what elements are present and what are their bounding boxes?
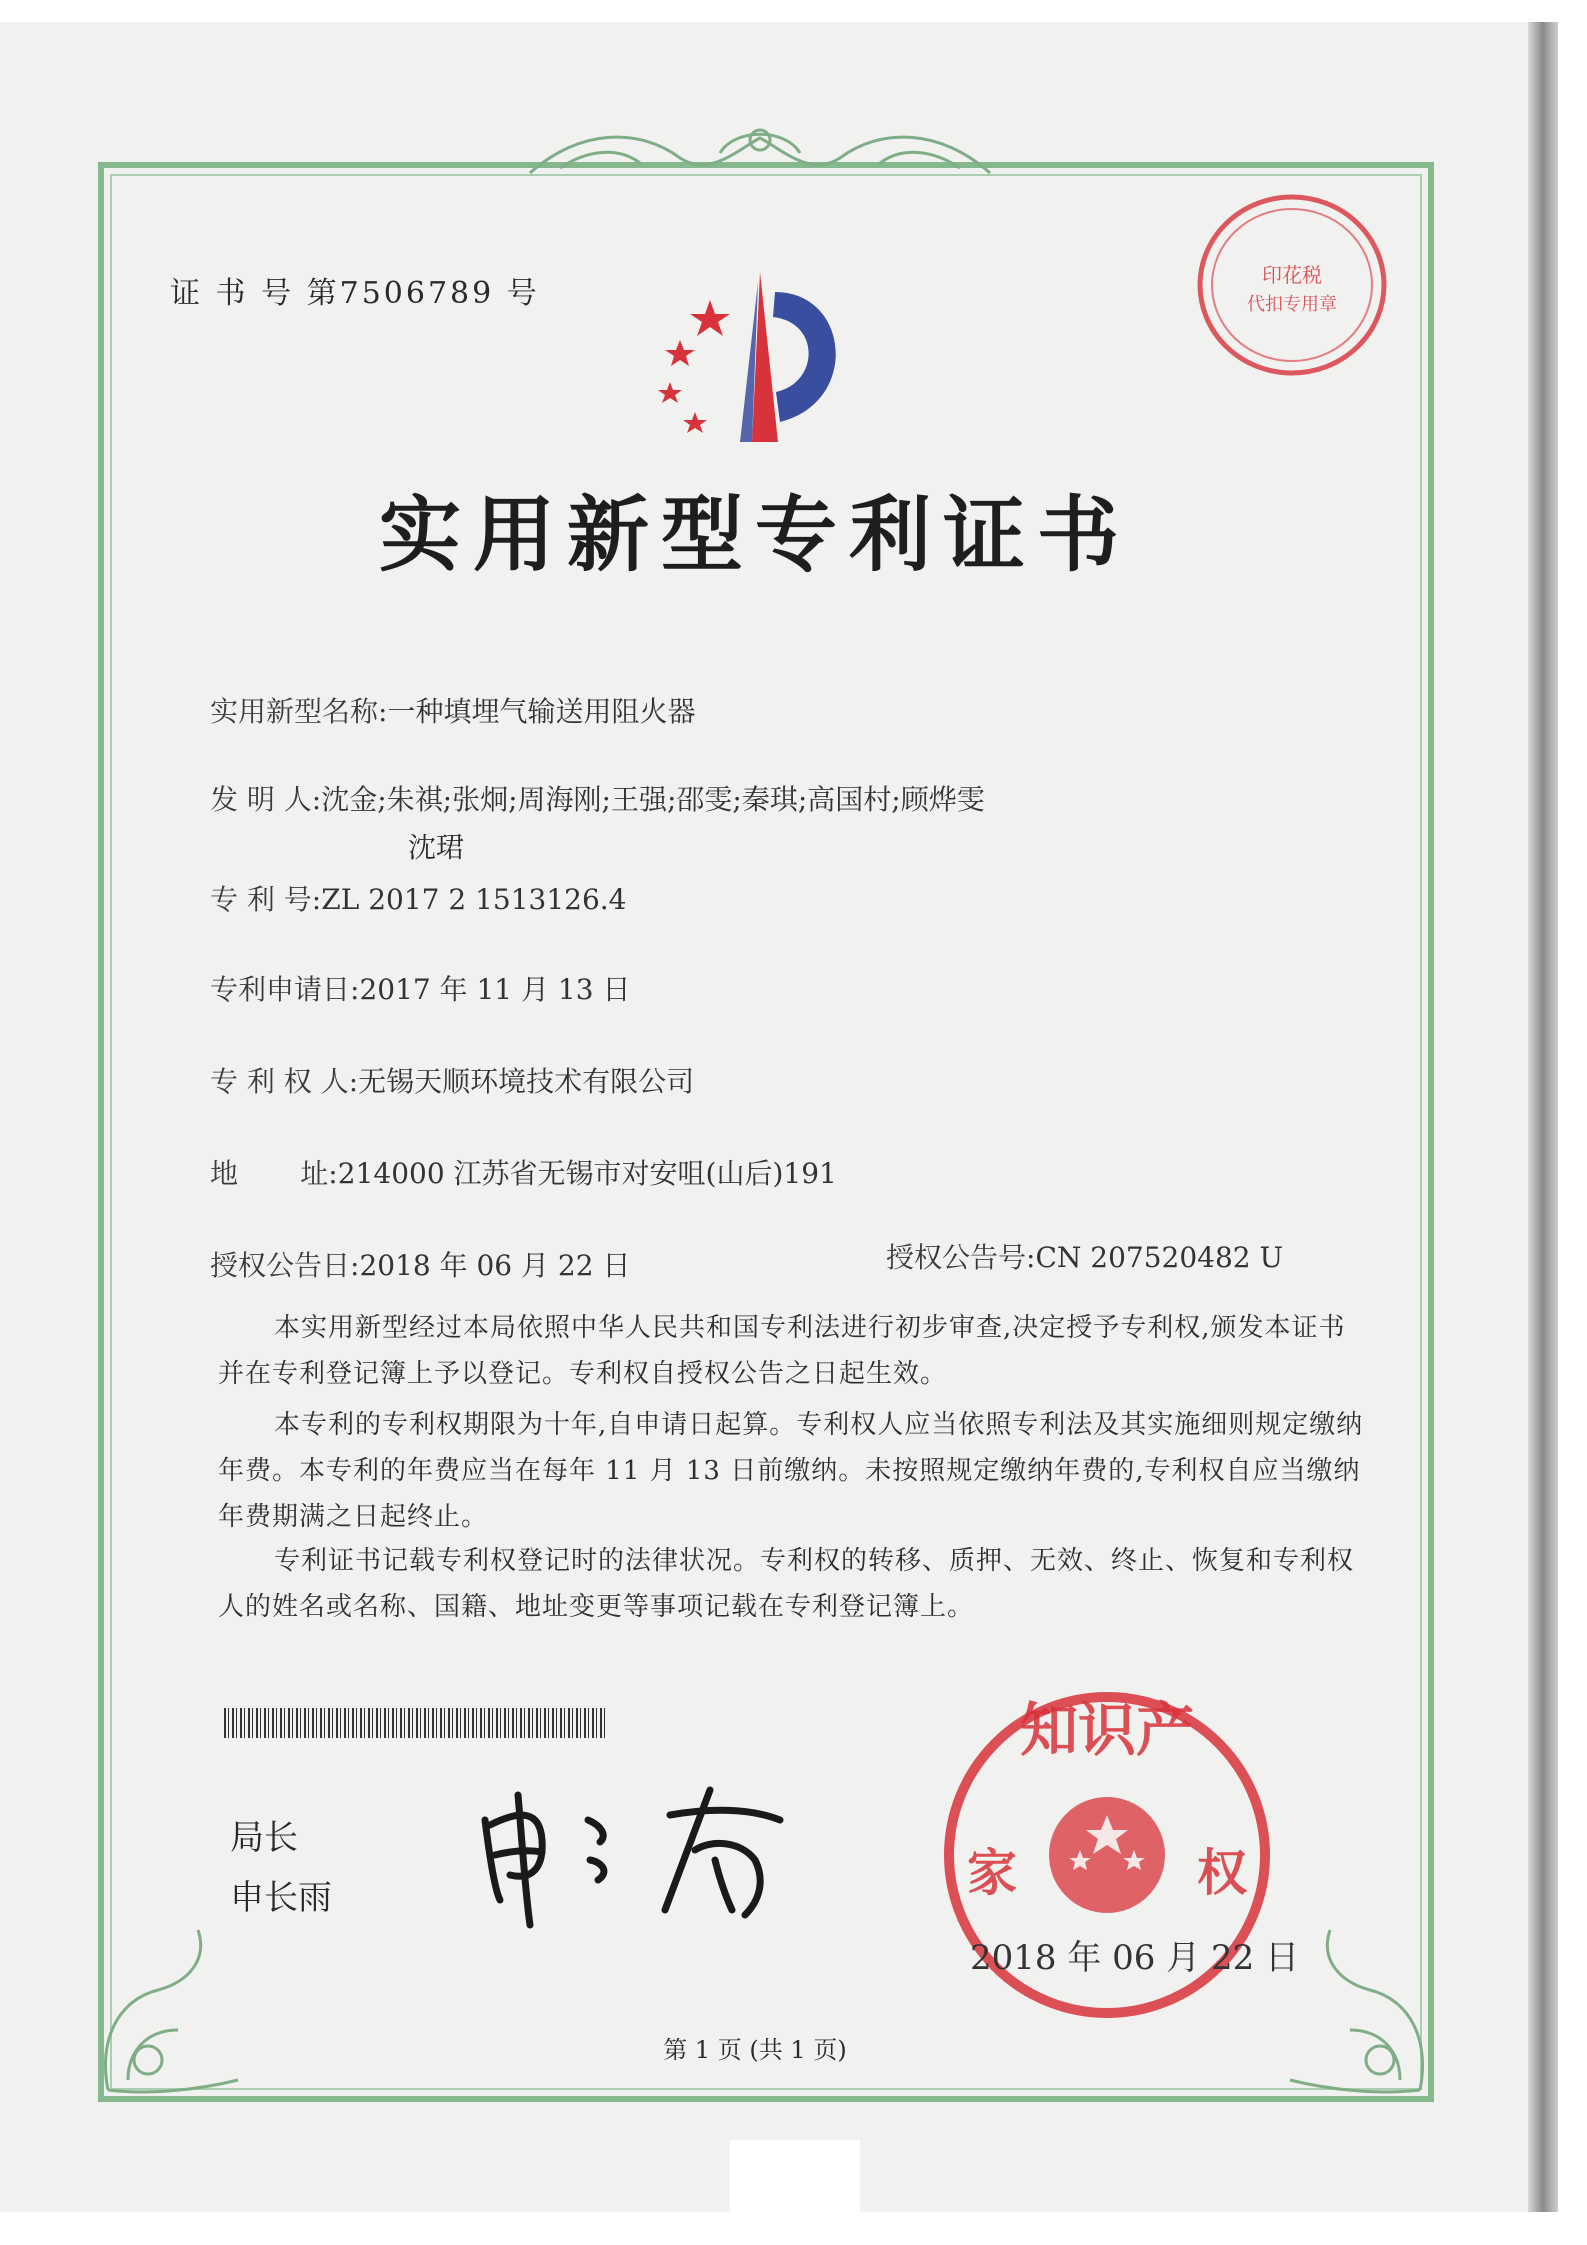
bottom-white-patch xyxy=(730,2140,860,2220)
filing-date-value: 2017 年 11 月 13 日 xyxy=(359,973,631,1006)
seal-date: 2018 年 06 月 22 日 xyxy=(970,1938,1300,1978)
filing-date-label: 专利申请日: xyxy=(210,973,360,1006)
seal-text-top: 知识产 xyxy=(1019,1696,1195,1764)
paragraph-1: 本实用新型经过本局依照中华人民共和国专利法进行初步审查,决定授予专利权,颁发本证书并在专利登记簿上予以登记。专利权自授权公告之日起生效。 xyxy=(218,1313,1346,1389)
inventors-label: 发 明 人: xyxy=(210,783,322,816)
patent-holder-label: 专 利 权 人: xyxy=(210,1065,359,1098)
barcode xyxy=(224,1708,608,1738)
page-number: 第 1 页 (共 1 页) xyxy=(663,2036,847,2064)
utility-name-label: 实用新型名称: xyxy=(210,695,388,728)
field-address xyxy=(210,1152,837,1192)
inventors-value-line2: 沈珺 xyxy=(408,831,465,864)
grant-number-value: CN 207520482 U xyxy=(1035,1241,1284,1274)
paragraph-3: 专利证书记载专利权登记时的法律状况。专利权的转移、质押、无效、终止、恢复和专利权人的姓名或名称、国籍、地址变更等事项记载在专利登记簿上。 xyxy=(218,1546,1355,1622)
utility-name-value: 一种填埋气输送用阻火器 xyxy=(387,695,696,728)
field-grant-number xyxy=(886,1236,1283,1276)
top-ornament xyxy=(520,118,1000,188)
patent-number-value: ZL 2017 2 1513126.4 xyxy=(321,883,627,916)
grant-date-label: 授权公告日: xyxy=(210,1249,360,1282)
field-grant-date xyxy=(210,1244,630,1284)
field-inventors xyxy=(210,778,985,818)
seal-text-right: 权 xyxy=(1197,1844,1247,1902)
cnipa-logo xyxy=(640,262,880,452)
grant-date-value: 2018 年 06 月 22 日 xyxy=(359,1249,631,1282)
certificate-title: 实用新型专利证书 xyxy=(378,488,1131,583)
seal-text-left: 家 xyxy=(967,1844,1017,1902)
bottom-left-ornament xyxy=(88,1900,248,2100)
director-title: 局长 xyxy=(230,1818,298,1858)
logo-stars xyxy=(658,300,730,433)
certificate-number: 证 书 号 第7506789 号 xyxy=(170,276,540,311)
address-label: 地 址: xyxy=(210,1157,338,1190)
director-name: 申长雨 xyxy=(230,1878,332,1918)
paper-edge-shadow xyxy=(1528,22,1558,2212)
inventors-value-line1: 沈金;朱祺;张炯;周海刚;王强;邵雯;秦琪;高国村;顾烨雯 xyxy=(321,783,985,816)
bottom-right-ornament xyxy=(1280,1900,1440,2100)
field-patent-number xyxy=(210,878,627,918)
patent-holder-value: 无锡天顺环境技术有限公司 xyxy=(358,1065,695,1098)
tax-stamp xyxy=(1192,190,1392,380)
address-value: 214000 江苏省无锡市对安咀(山后)191 xyxy=(337,1157,837,1190)
field-utility-name xyxy=(210,690,695,730)
tax-stamp-inner-2: 代扣专用章 xyxy=(1247,294,1337,315)
grant-number-label: 授权公告号: xyxy=(886,1241,1036,1274)
field-patent-holder xyxy=(210,1060,694,1100)
patent-number-label: 专 利 号: xyxy=(210,883,322,916)
paragraph-2: 本专利的专利权期限为十年,自申请日起算。专利权人应当依照专利法及其实施细则规定缴纳年费。本专利的年费应当在每年 11 月 13 日前缴纳。未按照规定缴纳年费的,专利权自应当缴纳年费期满之日起终止。 xyxy=(218,1410,1364,1532)
handwritten-signature xyxy=(470,1780,810,1930)
tax-stamp-inner-1: 印花税 xyxy=(1262,263,1322,287)
field-filing-date xyxy=(210,968,630,1008)
